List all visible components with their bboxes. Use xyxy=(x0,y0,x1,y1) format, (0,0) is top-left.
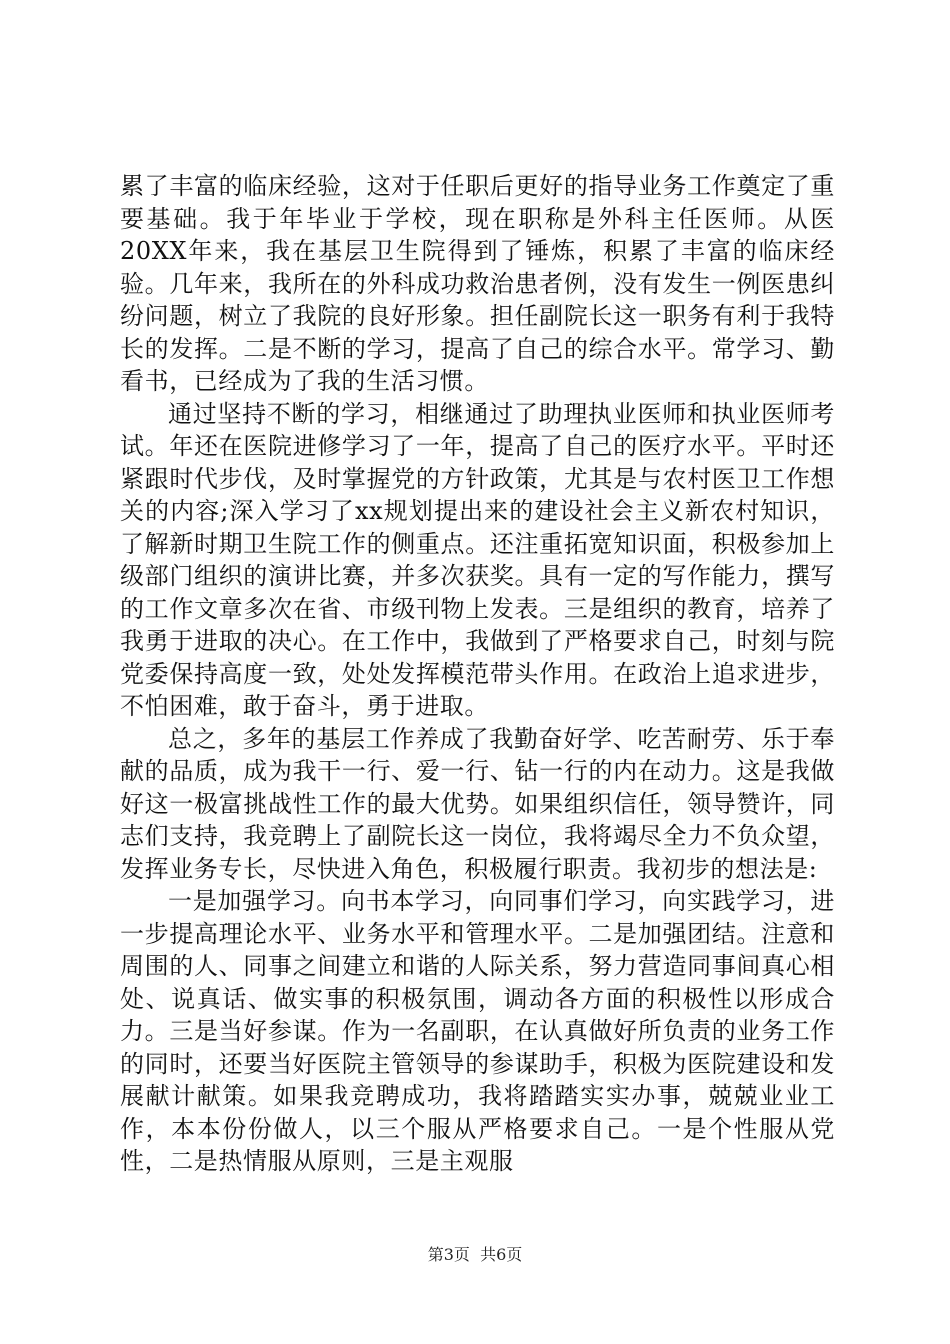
document-body xyxy=(120,170,835,1178)
body-paragraph-3: 总之，多年的基层工作养成了我勤奋好学、吃苦耐劳、乐于奉献的品质，成为我干一行、爱一行、钻一行的内在动力。这是我做好这一极富挑战性工作的最大优势。如果组织信任，领导赞许，同志们支持，我竞聘上了副院长这一岗位，我将竭尽全力不负众望，发挥业务专长，尽快进入角色，积极履行职责。我初步的想法是: xyxy=(120,724,835,883)
page-footer xyxy=(0,1245,950,1265)
body-paragraph-2: 通过坚持不断的学习，相继通过了助理执业医师和执业医师考试。年还在医院进修学习了一年，提高了自己的医疗水平。平时还紧跟时代步伐，及时掌握党的方针政策，尤其是与农村医卫工作想关的内容;深入学习了xx规划提出来的建设社会主义新农村知识，了解新时期卫生院工作的侧重点。还注重拓宽知识面，积极参加上级部门组织的演讲比赛，并多次获奖。具有一定的写作能力，撰写的工作文章多次在省、市级刊物上发表。三是组织的教育，培养了我勇于进取的决心。在工作中，我做到了严格要求自己，时刻与院党委保持高度一致，处处发挥模范带头作用。在政治上追求进步，不怕困难，敢于奋斗，勇于进取。 xyxy=(120,399,835,720)
body-paragraph-4: 一是加强学习。向书本学习，向同事们学习，向实践学习，进一步提高理论水平、业务水平和管理水平。二是加强团结。注意和周围的人、同事之间建立和谐的人际关系，努力营造同事间真心相处、说真话、做实事的积极氛围，调动各方面的积极性以形成合力。三是当好参谋。作为一名副职，在认真做好所负责的业务工作的同时，还要当好医院主管领导的参谋助手，积极为医院建设和发展献计献策。如果我竞聘成功，我将踏踏实实办事，兢兢业业工作，本本份份做人，以三个服从严格要求自己。一是个性服从党性，二是热情服从原则，三是主观服 xyxy=(120,887,835,1175)
page-number-label: 第3页 共6页 xyxy=(427,1245,523,1264)
body-paragraph-1: 累了丰富的临床经验，这对于任职后更好的指导业务工作奠定了重要基础。我于年毕业于学校，现在职称是外科主任医师。从医20XX年来，我在基层卫生院得到了锤炼，积累了丰富的临床经验。几年来，我所在的外科成功救治患者例，没有发生一例医患纠纷问题，树立了我院的良好形象。担任副院长这一职务有利于我特长的发挥。二是不断的学习，提高了自己的综合水平。常学习、勤看书，已经成为了我的生活习惯。 xyxy=(120,172,835,395)
